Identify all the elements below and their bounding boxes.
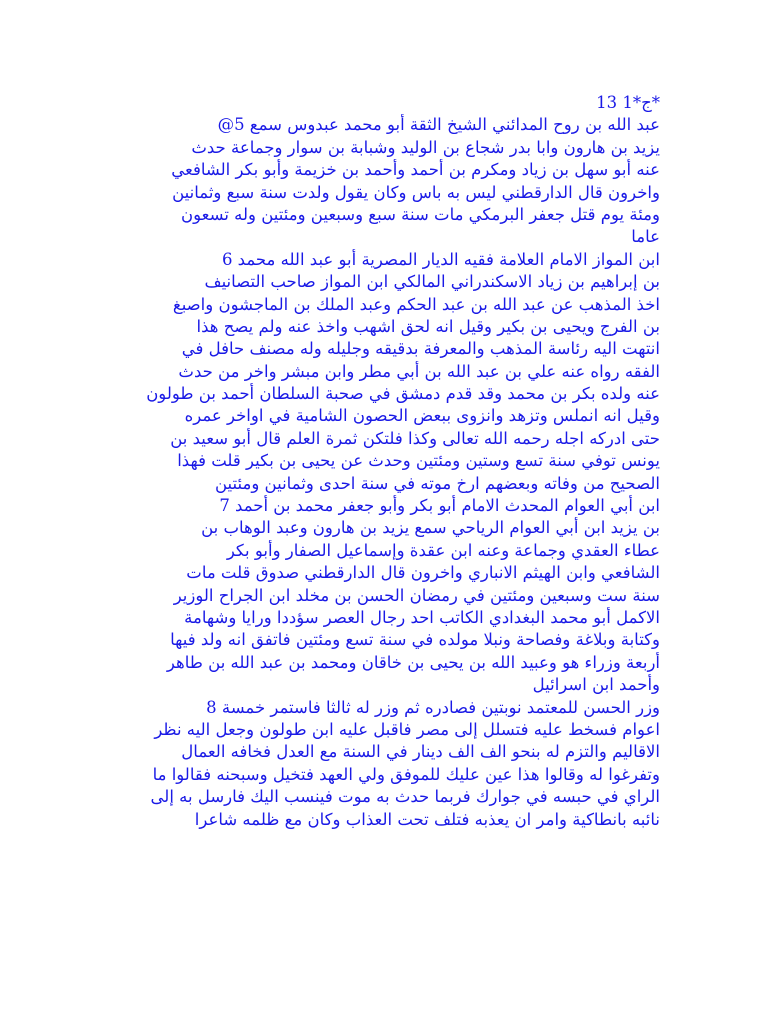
text-line: بن إبراهيم بن زياد الاسكندراني المالكي ابن المواز صاحب التصانيف <box>204 272 660 292</box>
text-line: ومئة يوم قتل جعفر البرمكي مات سنة سبع وسبعين ومئتين وله تسعون <box>181 204 660 224</box>
text-line: عبد الله بن روح المدائني الشيخ الثقة أبو محمد عبدوس سمع 5@ <box>217 115 660 135</box>
text-line: ابن المواز الامام العلامة فقيه الديار المصرية أبو عبد الله محمد 6 <box>221 249 660 269</box>
text-line: بن يزيد ابن أبي العوام الرياحي سمع يزيد بن هارون وعبد الوهاب بن <box>201 518 660 538</box>
text-line: اخذ المذهب عن عبد الله بن عبد الحكم وعبد الملك بن الماجشون واصبغ <box>172 294 660 314</box>
text-line: سنة ست وسبعين ومئتين في رمضان الحسن بن مخلد ابن الجراح الوزير <box>173 585 660 605</box>
text-line: عنه أبو سهل بن زياد ومكرم بن أحمد وأحمد بن خزيمة وأبو بكر الشافعي <box>171 160 660 180</box>
text-line: اعوام فسخط عليه فتسلل إلى مصر فاقبل عليه ابن طولون وجعل اليه نظر <box>154 719 660 739</box>
text-line: أربعة وزراء هو وعبيد الله بن يحيى بن خاقان ومحمد بن عبد الله بن طاهر <box>166 652 660 672</box>
text-line: عطاء العقدي وجماعة وعنه ابن عقدة وإسماعيل الصفار وأبو بكر <box>226 540 660 560</box>
text-line: الشافعي وابن الهيثم الانباري واخرون قال الدارقطني صدوق قلت مات <box>186 563 660 583</box>
text-line: وأحمد ابن اسرائيل <box>532 675 660 695</box>
text-line: الفقه رواه عنه علي بن عبد الله بن أبي مطر وابن مبشر واخر من حدث <box>178 361 660 381</box>
text-line: ابن أبي العوام المحدث الامام أبو بكر وأبو جعفر محمد بن أحمد 7 <box>219 496 660 516</box>
text-line: وقيل انه انملس وتزهد وانزوى ببعض الحصون الشامية في اواخر عمره <box>184 406 660 426</box>
text-line: واخرون قال الدارقطني ليس به باس وكان يقول ولدت سنة سبع وثمانين <box>172 182 660 202</box>
text-line: وكتابة وبلاغة وفصاحة ونبلا مولده في سنة تسع ومئتين فاتفق انه ولد فيها <box>170 630 660 650</box>
text-line: عنه ولده بكر بن محمد وقد قدم دمشق في صحبة السلطان أحمد بن طولون <box>146 384 660 404</box>
page-header: 13 ج*1* <box>596 93 660 112</box>
text-line: وزر الحسن للمعتمد نوبتين فصادره ثم وزر له ثالثا فاستمر خمسة 8 <box>206 697 660 717</box>
text-line: نائبه بانطاكية وامر ان يعذبه فتلف تحت العذاب وكان مع ظلمه شاعرا <box>194 809 660 829</box>
text-line: يزيد بن هارون وابا بدر شجاع بن الوليد وشبابة بن سوار وجماعة حدث <box>191 137 660 157</box>
text-line: حتى ادركه اجله رحمه الله تعالى وكذا فلتكن ثمرة العلم قال أبو سعيد بن <box>170 428 660 448</box>
text-line: الصحيح من وفاته وبعضهم ارخ موته في سنة احدى وثمانين ومئتين <box>214 473 660 493</box>
text-line: يونس توفي سنة تسع وستين ومئتين وحدث عن يحيى بن بكير قلت فهذا <box>177 451 660 471</box>
text-line: الراي في حبسه في جوارك فربما حدث به موت فينسب اليك فارسل به إلى <box>150 787 660 807</box>
text-line: انتهت اليه رئاسة المذهب والمعرفة بدقيقه وجليله وله مصنف حافل في <box>181 339 660 359</box>
text-line: عاما <box>631 227 660 247</box>
text-line: وتفرغوا له وقالوا هذا عين عليك للموفق ولي العهد فتخيل وسبحنه فقالوا ما <box>152 764 660 784</box>
text-line: الاكمل أبو محمد البغدادي الكاتب احد رجال العصر سؤددا ورايا وشهامة <box>184 607 660 627</box>
text-line: الاقاليم والتزم له بنحو الف الف دينار في السنة مع العدل فخافه العمال <box>181 742 660 762</box>
document-text <box>100 92 660 831</box>
text-line: بن الفرج ويحيى بن بكير وقيل انه لحق اشهب واخذ عنه ولم يصح هذا <box>196 316 660 336</box>
